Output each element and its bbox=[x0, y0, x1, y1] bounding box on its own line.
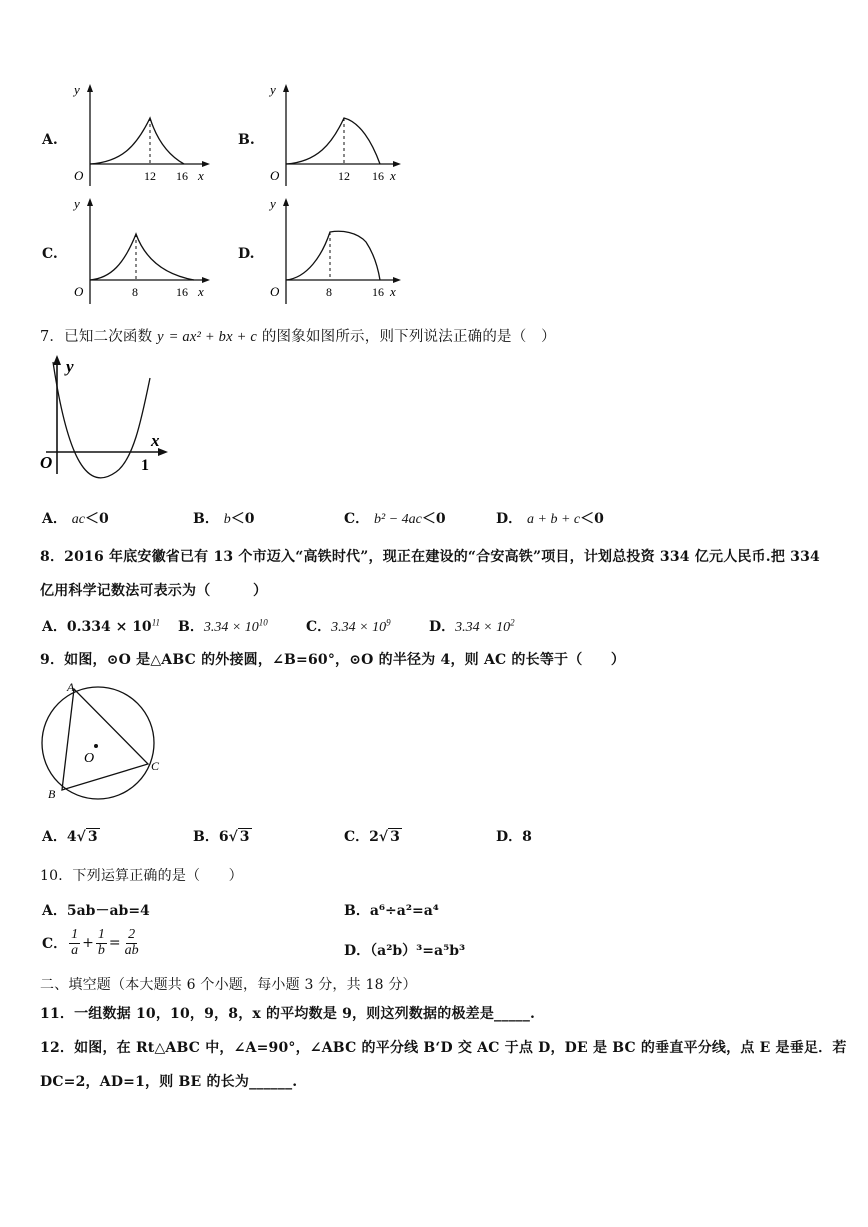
fraction-num: 1 bbox=[71, 927, 79, 942]
origin-label: O bbox=[40, 453, 53, 472]
q10-stem: 10．下列运算正确的是（ ） bbox=[40, 868, 243, 884]
option-expr: b² − 4ac bbox=[374, 512, 422, 527]
q10-option-a[interactable]: A．5ab－ab=4 bbox=[42, 903, 150, 919]
option-base: 0.334 × 10 bbox=[66, 619, 152, 635]
option-radicand: 3 bbox=[87, 829, 98, 845]
q9-circle-figure bbox=[36, 680, 171, 805]
q12-stem-line2: DC=2，AD=1，则 BE 的长为______. bbox=[40, 1074, 298, 1090]
tick-label: 12 bbox=[144, 169, 156, 183]
q7-option-b[interactable] bbox=[193, 508, 254, 528]
fraction bbox=[69, 928, 80, 958]
option-base: 3.34 × 10 bbox=[331, 620, 387, 635]
option-label: A. bbox=[42, 132, 58, 148]
q10-option-b[interactable]: B．a⁶÷a²=a⁴ bbox=[344, 903, 439, 919]
q10-option-d[interactable]: D．（a²b）³=a⁵b³ bbox=[344, 943, 466, 959]
section-heading: 二、填空题（本大题共 6 个小题，每小题 3 分，共 18 分） bbox=[40, 977, 417, 993]
option-expr: b bbox=[223, 512, 231, 527]
q8-option-b[interactable] bbox=[178, 616, 268, 636]
vertex-label-a: A bbox=[67, 680, 75, 694]
option-label: B． bbox=[193, 829, 219, 845]
tick-label: 16 bbox=[176, 169, 188, 183]
x-axis-label: x bbox=[198, 284, 204, 299]
y-axis-label: y bbox=[270, 82, 276, 97]
q8-stem-line1: 8．2016 年底安徽省已有 13 个市迈入“高铁时代”，现正在建设的“合安高铁”项目，计划总投资 334 亿元人民币.把 334 bbox=[40, 549, 820, 565]
q9-option-c[interactable]: C．2√ 3 bbox=[344, 829, 400, 845]
option-label: D． bbox=[496, 829, 523, 845]
vertex-label-c: C bbox=[151, 759, 160, 773]
q8-option-c[interactable] bbox=[306, 616, 391, 636]
q8-option-a[interactable] bbox=[42, 616, 160, 636]
option-label: C． bbox=[344, 511, 370, 527]
option-label: C． bbox=[344, 829, 370, 845]
q11-stem: 11．一组数据 10，10，9，8，x 的平均数是 9，则这列数据的极差是_____. bbox=[40, 1006, 536, 1022]
tick-label: 16 bbox=[176, 285, 188, 299]
option-expr: ac bbox=[71, 512, 85, 527]
graph-b-figure bbox=[262, 82, 407, 192]
option-label: C． bbox=[42, 936, 68, 953]
graph-c-figure bbox=[66, 196, 211, 308]
option-label: D. bbox=[238, 246, 255, 262]
tick-label: 16 bbox=[372, 285, 384, 299]
fraction bbox=[96, 928, 107, 958]
q7-func-y: y bbox=[157, 329, 164, 345]
vertex-label-b: B bbox=[48, 787, 56, 801]
origin-label: O bbox=[74, 284, 84, 299]
y-axis-label: y bbox=[66, 357, 74, 376]
option-label: C． bbox=[306, 619, 332, 635]
fraction-num: 2 bbox=[128, 927, 136, 942]
origin-label: O bbox=[270, 168, 280, 183]
option-coef: 6 bbox=[218, 829, 229, 845]
option-exp: 9 bbox=[386, 617, 391, 628]
y-axis-label: y bbox=[74, 196, 80, 211]
fraction-den: a bbox=[71, 942, 79, 958]
x-axis-label: x bbox=[390, 168, 396, 183]
tick-label: 16 bbox=[372, 169, 384, 183]
origin-label: O bbox=[74, 168, 84, 183]
option-coef: 8 bbox=[522, 829, 532, 845]
option-label: D． bbox=[496, 511, 523, 527]
q10-option-c[interactable]: C． $\frac{1}{a}$ + $\frac{1}{b}$ = $\frac{2}{ab}$ bbox=[42, 927, 139, 958]
tick-label: 8 bbox=[326, 285, 332, 299]
q8-stem-line2: 亿用科学记数法可表示为（ ） bbox=[40, 583, 268, 599]
q12-stem-line1: 12．如图，在 Rt△ABC 中，∠A=90°，∠ABC 的平分线 B‘D 交 AC 于点 D，DE 是 BC 的垂直平分线，点 E 是垂足．若 bbox=[40, 1040, 847, 1056]
graph-a-figure bbox=[66, 82, 211, 192]
option-label: B． bbox=[178, 619, 204, 635]
option-expr: a + b + c bbox=[527, 512, 581, 527]
q7-stem-suffix: 的图象如图所示，则下列说法正确的是（ ） bbox=[261, 329, 556, 345]
origin-label: O bbox=[270, 284, 280, 299]
option-exp: 10 bbox=[258, 617, 268, 628]
option-label: A． bbox=[42, 829, 67, 845]
option-label: B． bbox=[193, 511, 219, 527]
fraction-num: 1 bbox=[97, 927, 105, 942]
y-axis-label: y bbox=[74, 82, 80, 97]
option-label: C. bbox=[42, 246, 58, 262]
q7-stem bbox=[40, 325, 556, 346]
fraction-den: ab bbox=[124, 942, 139, 958]
q7-stem-prefix: 7．已知二次函数 bbox=[40, 329, 153, 345]
q7-func-eq: = ax² + bx + c bbox=[168, 329, 258, 345]
q9-stem: 9．如图，⊙O 是△ABC 的外接圆，∠B=60°，⊙O 的半径为 4，则 AC 的长等于（ ） bbox=[40, 652, 626, 668]
q7-parabola-figure bbox=[38, 352, 173, 480]
q7-option-d[interactable] bbox=[496, 508, 604, 528]
x-axis-label: x bbox=[151, 431, 160, 450]
graph-d-figure bbox=[262, 196, 407, 308]
option-radicand: 3 bbox=[239, 829, 250, 845]
x-axis-label: x bbox=[390, 284, 396, 299]
option-label: A． bbox=[42, 619, 67, 635]
q9-option-d[interactable] bbox=[496, 826, 532, 846]
center-label-o: O bbox=[84, 751, 95, 766]
q9-option-b[interactable]: B．6√ 3 bbox=[193, 829, 250, 845]
tick-label: 12 bbox=[338, 169, 350, 183]
option-exp: 11 bbox=[151, 617, 161, 628]
option-label: B. bbox=[238, 132, 255, 148]
fraction bbox=[123, 928, 141, 958]
option-radicand: 3 bbox=[390, 829, 400, 845]
x-axis-label: x bbox=[198, 168, 204, 183]
tick-label-one: 1 bbox=[141, 457, 149, 474]
option-label: A． bbox=[42, 511, 67, 527]
option-base: 3.34 × 10 bbox=[203, 620, 259, 635]
option-rel: ＜0 bbox=[580, 511, 604, 527]
option-coef: 2 bbox=[369, 829, 379, 845]
tick-label: 8 bbox=[132, 285, 138, 299]
option-label: D． bbox=[429, 619, 456, 635]
option-rel: ＜0 bbox=[230, 511, 255, 527]
fraction-den: b bbox=[97, 942, 105, 958]
y-axis-label: y bbox=[270, 196, 276, 211]
q8-option-d[interactable] bbox=[429, 616, 515, 636]
q9-option-a[interactable]: A．4√ 3 bbox=[42, 829, 98, 845]
q7-option-a[interactable] bbox=[42, 508, 109, 528]
option-exp: 2 bbox=[510, 617, 515, 628]
option-base: 3.34 × 10 bbox=[455, 620, 511, 635]
option-rel: ＜0 bbox=[421, 511, 446, 527]
option-coef: 4 bbox=[66, 829, 77, 845]
q7-option-c[interactable] bbox=[344, 508, 446, 528]
option-rel: ＜0 bbox=[84, 511, 109, 527]
